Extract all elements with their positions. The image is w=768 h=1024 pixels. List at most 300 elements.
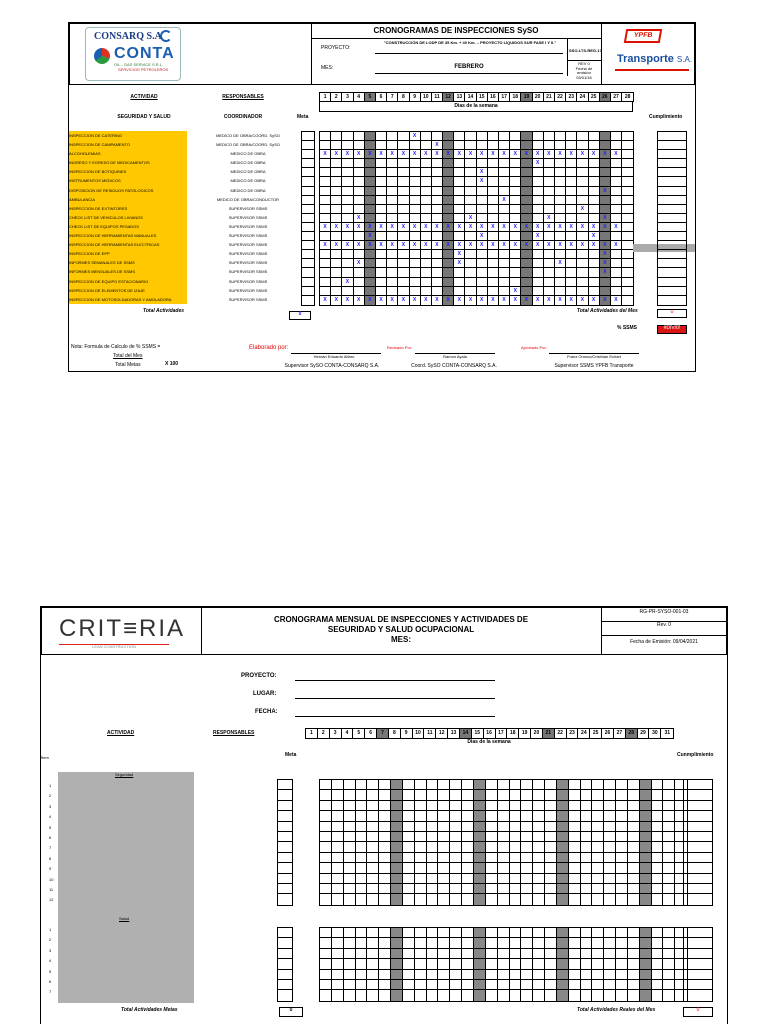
schedule-cell[interactable] — [545, 801, 557, 810]
schedule-cell[interactable] — [438, 822, 450, 831]
schedule-cell[interactable] — [663, 801, 675, 810]
schedule-cell[interactable]: X — [555, 223, 566, 231]
schedule-cell[interactable] — [354, 268, 365, 276]
schedule-cell[interactable] — [474, 884, 486, 893]
schedule-cell[interactable] — [367, 949, 379, 958]
schedule-cell[interactable] — [652, 959, 664, 968]
schedule-cell[interactable] — [391, 822, 403, 831]
schedule-cell[interactable] — [474, 938, 486, 947]
schedule-cell[interactable] — [557, 980, 569, 989]
schedule-cell[interactable] — [354, 287, 365, 295]
schedule-cell[interactable] — [555, 141, 566, 149]
schedule-cell[interactable] — [438, 853, 450, 862]
schedule-cell[interactable] — [432, 268, 443, 276]
schedule-cell[interactable] — [398, 205, 409, 213]
schedule-cell[interactable]: X — [477, 232, 488, 240]
schedule-cell[interactable] — [320, 874, 332, 883]
schedule-cell[interactable] — [622, 177, 633, 185]
schedule-cell[interactable] — [604, 842, 616, 851]
schedule-cell[interactable] — [403, 959, 415, 968]
meta-cell[interactable] — [278, 822, 292, 832]
schedule-cell[interactable] — [521, 990, 533, 1000]
schedule-cell[interactable] — [410, 177, 421, 185]
schedule-cell[interactable]: X — [354, 296, 365, 305]
cumplimiento-cell[interactable] — [684, 863, 712, 873]
schedule-cell[interactable] — [438, 894, 450, 904]
schedule-cell[interactable] — [432, 196, 443, 204]
schedule-cell[interactable] — [521, 780, 533, 789]
schedule-cell[interactable] — [450, 801, 462, 810]
schedule-cell[interactable] — [432, 132, 443, 140]
schedule-cell[interactable] — [344, 822, 356, 831]
schedule-cell[interactable] — [521, 214, 532, 222]
schedule-cell[interactable]: X — [600, 150, 611, 158]
schedule-cell[interactable] — [342, 141, 353, 149]
schedule-cell[interactable] — [477, 141, 488, 149]
schedule-cell[interactable] — [356, 874, 368, 883]
schedule-cell[interactable] — [569, 780, 581, 789]
schedule-cell[interactable] — [533, 790, 545, 799]
schedule-cell[interactable] — [521, 287, 532, 295]
schedule-cell[interactable] — [663, 990, 675, 1000]
schedule-cell[interactable] — [640, 832, 652, 841]
schedule-cell[interactable] — [376, 287, 387, 295]
schedule-cell[interactable] — [663, 938, 675, 947]
schedule-cell[interactable] — [521, 811, 533, 820]
schedule-cell[interactable] — [663, 853, 675, 862]
schedule-cell[interactable] — [581, 980, 593, 989]
schedule-cell[interactable] — [622, 132, 633, 140]
schedule-cell[interactable] — [592, 990, 604, 1000]
schedule-cell[interactable] — [569, 811, 581, 820]
schedule-cell[interactable] — [640, 949, 652, 958]
schedule-cell[interactable] — [616, 874, 628, 883]
schedule-cell[interactable] — [544, 205, 555, 213]
schedule-cell[interactable] — [443, 132, 454, 140]
schedule-cell[interactable] — [391, 832, 403, 841]
schedule-cell[interactable] — [454, 278, 465, 286]
cumplimiento-cell[interactable] — [658, 177, 686, 186]
schedule-cell[interactable] — [640, 959, 652, 968]
cumplimiento-cell[interactable] — [684, 822, 712, 832]
schedule-cell[interactable] — [356, 938, 368, 947]
schedule-cell[interactable] — [465, 168, 476, 176]
schedule-cell[interactable] — [398, 187, 409, 195]
schedule-cell[interactable] — [367, 853, 379, 862]
cumplimiento-cell[interactable] — [684, 853, 712, 863]
schedule-cell[interactable] — [477, 287, 488, 295]
schedule-cell[interactable] — [616, 938, 628, 947]
schedule-cell[interactable] — [577, 187, 588, 195]
schedule-cell[interactable] — [427, 959, 439, 968]
schedule-cell[interactable] — [533, 970, 545, 979]
schedule-cell[interactable] — [356, 811, 368, 820]
schedule-cell[interactable] — [510, 970, 522, 979]
schedule-cell[interactable]: X — [611, 296, 622, 305]
schedule-cell[interactable] — [622, 268, 633, 276]
schedule-cell[interactable] — [320, 949, 332, 958]
schedule-cell[interactable] — [465, 259, 476, 267]
schedule-cell[interactable] — [391, 970, 403, 979]
schedule-cell[interactable] — [398, 259, 409, 267]
schedule-cell[interactable]: X — [387, 296, 398, 305]
meta-cell[interactable] — [302, 196, 314, 205]
schedule-cell[interactable] — [365, 168, 376, 176]
schedule-cell[interactable]: X — [600, 187, 611, 195]
schedule-cell[interactable]: X — [533, 159, 544, 167]
schedule-cell[interactable] — [581, 949, 593, 958]
schedule-cell[interactable] — [533, 863, 545, 872]
schedule-cell[interactable] — [640, 801, 652, 810]
schedule-cell[interactable] — [379, 832, 391, 841]
schedule-cell[interactable]: X — [510, 150, 521, 158]
cumplimiento-cell[interactable] — [684, 790, 712, 800]
schedule-cell[interactable] — [521, 853, 533, 862]
schedule-cell[interactable] — [545, 980, 557, 989]
schedule-cell[interactable] — [545, 853, 557, 862]
schedule-cell[interactable] — [379, 853, 391, 862]
schedule-cell[interactable] — [391, 884, 403, 893]
schedule-cell[interactable] — [510, 205, 521, 213]
schedule-cell[interactable]: X — [421, 296, 432, 305]
schedule-cell[interactable] — [454, 287, 465, 295]
schedule-cell[interactable] — [628, 928, 640, 937]
schedule-cell[interactable] — [499, 259, 510, 267]
schedule-cell[interactable] — [600, 141, 611, 149]
schedule-cell[interactable] — [544, 177, 555, 185]
schedule-cell[interactable] — [356, 801, 368, 810]
schedule-cell[interactable] — [622, 259, 633, 267]
schedule-cell[interactable] — [421, 196, 432, 204]
schedule-cell[interactable] — [611, 141, 622, 149]
schedule-cell[interactable] — [462, 894, 474, 904]
schedule-cell[interactable] — [367, 863, 379, 872]
schedule-cell[interactable] — [616, 949, 628, 958]
schedule-cell[interactable] — [545, 884, 557, 893]
cumplimiento-cell[interactable] — [658, 232, 686, 241]
schedule-cell[interactable] — [652, 853, 664, 862]
schedule-cell[interactable] — [320, 187, 331, 195]
schedule-cell[interactable]: X — [555, 259, 566, 267]
schedule-cell[interactable] — [652, 822, 664, 831]
schedule-cell[interactable] — [569, 928, 581, 937]
schedule-cell[interactable] — [640, 990, 652, 1000]
schedule-cell[interactable] — [332, 780, 344, 789]
schedule-cell[interactable]: X — [521, 296, 532, 305]
schedule-cell[interactable] — [331, 278, 342, 286]
schedule-cell[interactable] — [652, 884, 664, 893]
meta-cell[interactable] — [302, 159, 314, 168]
schedule-cell[interactable] — [510, 250, 521, 258]
schedule-cell[interactable] — [589, 177, 600, 185]
schedule-cell[interactable] — [581, 853, 593, 862]
schedule-cell[interactable] — [663, 874, 675, 883]
schedule-cell[interactable] — [376, 141, 387, 149]
schedule-cell[interactable] — [421, 141, 432, 149]
schedule-cell[interactable] — [415, 970, 427, 979]
schedule-cell[interactable] — [604, 811, 616, 820]
schedule-cell[interactable] — [640, 970, 652, 979]
schedule-cell[interactable] — [403, 980, 415, 989]
schedule-cell[interactable] — [622, 223, 633, 231]
schedule-cell[interactable] — [427, 980, 439, 989]
schedule-cell[interactable] — [510, 232, 521, 240]
schedule-cell[interactable] — [379, 780, 391, 789]
schedule-cell[interactable] — [652, 949, 664, 958]
schedule-cell[interactable] — [592, 853, 604, 862]
schedule-cell[interactable] — [410, 287, 421, 295]
schedule-cell[interactable]: X — [488, 223, 499, 231]
meta-cell[interactable] — [302, 205, 314, 214]
schedule-cell[interactable] — [498, 822, 510, 831]
schedule-cell[interactable]: X — [510, 223, 521, 231]
schedule-cell[interactable] — [403, 949, 415, 958]
schedule-cell[interactable] — [521, 205, 532, 213]
schedule-cell[interactable]: X — [544, 214, 555, 222]
schedule-cell[interactable] — [577, 132, 588, 140]
meta-cell[interactable] — [278, 894, 292, 904]
schedule-cell[interactable]: X — [465, 241, 476, 249]
schedule-cell[interactable] — [555, 232, 566, 240]
schedule-cell[interactable]: X — [600, 214, 611, 222]
schedule-cell[interactable] — [616, 894, 628, 904]
meta-cell[interactable] — [302, 232, 314, 241]
schedule-cell[interactable] — [533, 287, 544, 295]
schedule-cell[interactable] — [640, 938, 652, 947]
schedule-cell[interactable] — [354, 187, 365, 195]
schedule-cell[interactable] — [415, 894, 427, 904]
schedule-cell[interactable]: X — [432, 241, 443, 249]
schedule-cell[interactable] — [499, 250, 510, 258]
schedule-cell[interactable] — [544, 278, 555, 286]
schedule-cell[interactable] — [557, 780, 569, 789]
schedule-cell[interactable] — [652, 970, 664, 979]
schedule-cell[interactable] — [320, 268, 331, 276]
schedule-cell[interactable] — [465, 196, 476, 204]
schedule-cell[interactable] — [488, 250, 499, 258]
schedule-cell[interactable]: X — [477, 168, 488, 176]
meta-cell[interactable] — [302, 168, 314, 177]
schedule-cell[interactable]: X — [488, 241, 499, 249]
schedule-cell[interactable] — [332, 811, 344, 820]
schedule-cell[interactable] — [498, 970, 510, 979]
schedule-cell[interactable] — [365, 177, 376, 185]
schedule-cell[interactable] — [379, 938, 391, 947]
schedule-cell[interactable] — [566, 287, 577, 295]
schedule-cell[interactable] — [415, 884, 427, 893]
schedule-cell[interactable] — [427, 822, 439, 831]
schedule-cell[interactable] — [474, 822, 486, 831]
schedule-cell[interactable] — [365, 205, 376, 213]
schedule-cell[interactable] — [398, 168, 409, 176]
schedule-cell[interactable] — [320, 990, 332, 1000]
meta-cell[interactable] — [278, 874, 292, 884]
schedule-cell[interactable] — [533, 187, 544, 195]
schedule-cell[interactable] — [410, 278, 421, 286]
schedule-cell[interactable] — [604, 928, 616, 937]
schedule-cell[interactable]: X — [320, 241, 331, 249]
schedule-cell[interactable] — [510, 801, 522, 810]
schedule-cell[interactable] — [592, 822, 604, 831]
schedule-cell[interactable] — [450, 811, 462, 820]
schedule-cell[interactable] — [415, 938, 427, 947]
schedule-cell[interactable] — [533, 132, 544, 140]
schedule-cell[interactable]: X — [454, 250, 465, 258]
schedule-cell[interactable] — [376, 159, 387, 167]
schedule-cell[interactable] — [403, 790, 415, 799]
schedule-cell[interactable] — [611, 232, 622, 240]
cumplimiento-cell[interactable] — [658, 268, 686, 277]
schedule-cell[interactable] — [604, 980, 616, 989]
schedule-cell[interactable] — [488, 214, 499, 222]
schedule-cell[interactable] — [499, 278, 510, 286]
schedule-cell[interactable] — [616, 853, 628, 862]
schedule-cell[interactable] — [462, 938, 474, 947]
schedule-cell[interactable] — [581, 959, 593, 968]
schedule-cell[interactable] — [557, 990, 569, 1000]
schedule-cell[interactable] — [510, 177, 521, 185]
schedule-cell[interactable] — [427, 832, 439, 841]
schedule-cell[interactable] — [415, 959, 427, 968]
schedule-cell[interactable] — [320, 842, 332, 851]
schedule-cell[interactable] — [438, 938, 450, 947]
schedule-cell[interactable]: X — [387, 241, 398, 249]
schedule-cell[interactable] — [391, 780, 403, 789]
schedule-cell[interactable] — [387, 141, 398, 149]
schedule-cell[interactable] — [589, 159, 600, 167]
schedule-cell[interactable] — [365, 187, 376, 195]
schedule-cell[interactable] — [600, 232, 611, 240]
schedule-cell[interactable] — [533, 268, 544, 276]
schedule-cell[interactable] — [533, 938, 545, 947]
schedule-cell[interactable]: X — [410, 223, 421, 231]
schedule-cell[interactable] — [342, 250, 353, 258]
schedule-cell[interactable] — [569, 970, 581, 979]
schedule-cell[interactable] — [581, 874, 593, 883]
schedule-cell[interactable] — [640, 811, 652, 820]
schedule-cell[interactable] — [421, 232, 432, 240]
schedule-cell[interactable] — [387, 214, 398, 222]
schedule-cell[interactable] — [398, 250, 409, 258]
schedule-cell[interactable] — [438, 780, 450, 789]
schedule-cell[interactable] — [499, 168, 510, 176]
schedule-cell[interactable] — [450, 863, 462, 872]
schedule-cell[interactable] — [379, 822, 391, 831]
schedule-cell[interactable]: X — [533, 150, 544, 158]
schedule-cell[interactable] — [557, 822, 569, 831]
schedule-cell[interactable] — [589, 168, 600, 176]
schedule-cell[interactable] — [486, 842, 498, 851]
schedule-cell[interactable] — [555, 132, 566, 140]
schedule-cell[interactable] — [663, 832, 675, 841]
schedule-cell[interactable] — [354, 141, 365, 149]
schedule-cell[interactable] — [592, 874, 604, 883]
schedule-cell[interactable] — [533, 853, 545, 862]
schedule-cell[interactable] — [450, 884, 462, 893]
schedule-cell[interactable]: X — [443, 223, 454, 231]
schedule-cell[interactable] — [367, 790, 379, 799]
schedule-cell[interactable] — [477, 159, 488, 167]
schedule-cell[interactable]: X — [354, 150, 365, 158]
schedule-cell[interactable] — [356, 832, 368, 841]
schedule-cell[interactable] — [379, 928, 391, 937]
schedule-cell[interactable] — [616, 928, 628, 937]
schedule-cell[interactable] — [544, 141, 555, 149]
schedule-cell[interactable] — [398, 278, 409, 286]
schedule-cell[interactable] — [521, 278, 532, 286]
schedule-cell[interactable]: X — [432, 141, 443, 149]
schedule-cell[interactable] — [555, 250, 566, 258]
schedule-cell[interactable] — [488, 132, 499, 140]
schedule-cell[interactable] — [332, 874, 344, 883]
schedule-cell[interactable] — [332, 970, 344, 979]
cumplimiento-cell[interactable] — [684, 970, 712, 980]
schedule-cell[interactable] — [391, 863, 403, 872]
schedule-cell[interactable] — [403, 894, 415, 904]
schedule-cell[interactable] — [387, 278, 398, 286]
schedule-cell[interactable]: X — [398, 296, 409, 305]
schedule-cell[interactable]: X — [555, 241, 566, 249]
schedule-cell[interactable] — [581, 928, 593, 937]
schedule-cell[interactable]: X — [589, 150, 600, 158]
schedule-cell[interactable] — [415, 990, 427, 1000]
schedule-cell[interactable]: X — [376, 241, 387, 249]
schedule-cell[interactable] — [331, 187, 342, 195]
schedule-cell[interactable] — [663, 970, 675, 979]
schedule-cell[interactable] — [488, 159, 499, 167]
schedule-cell[interactable] — [555, 187, 566, 195]
schedule-cell[interactable] — [611, 214, 622, 222]
schedule-cell[interactable] — [488, 177, 499, 185]
schedule-cell[interactable] — [628, 959, 640, 968]
schedule-cell[interactable] — [354, 177, 365, 185]
schedule-cell[interactable] — [415, 780, 427, 789]
meta-cell[interactable] — [278, 832, 292, 842]
schedule-cell[interactable] — [521, 141, 532, 149]
schedule-cell[interactable] — [354, 250, 365, 258]
schedule-cell[interactable] — [474, 959, 486, 968]
schedule-cell[interactable] — [427, 894, 439, 904]
schedule-cell[interactable] — [403, 801, 415, 810]
schedule-cell[interactable] — [592, 801, 604, 810]
schedule-cell[interactable] — [367, 832, 379, 841]
schedule-cell[interactable] — [652, 938, 664, 947]
schedule-cell[interactable] — [510, 196, 521, 204]
schedule-cell[interactable] — [604, 949, 616, 958]
schedule-cell[interactable] — [356, 790, 368, 799]
schedule-cell[interactable] — [462, 790, 474, 799]
schedule-cell[interactable] — [320, 928, 332, 937]
schedule-cell[interactable] — [432, 168, 443, 176]
schedule-cell[interactable] — [379, 990, 391, 1000]
schedule-cell[interactable] — [600, 278, 611, 286]
schedule-cell[interactable] — [443, 232, 454, 240]
schedule-cell[interactable] — [398, 214, 409, 222]
schedule-cell[interactable] — [438, 832, 450, 841]
schedule-cell[interactable] — [331, 250, 342, 258]
schedule-cell[interactable] — [663, 884, 675, 893]
schedule-cell[interactable] — [611, 159, 622, 167]
schedule-cell[interactable] — [557, 874, 569, 883]
schedule-cell[interactable] — [332, 928, 344, 937]
schedule-cell[interactable] — [354, 168, 365, 176]
schedule-cell[interactable] — [403, 990, 415, 1000]
schedule-cell[interactable] — [365, 159, 376, 167]
schedule-cell[interactable] — [589, 214, 600, 222]
schedule-cell[interactable] — [320, 177, 331, 185]
schedule-cell[interactable] — [499, 268, 510, 276]
schedule-cell[interactable] — [498, 884, 510, 893]
